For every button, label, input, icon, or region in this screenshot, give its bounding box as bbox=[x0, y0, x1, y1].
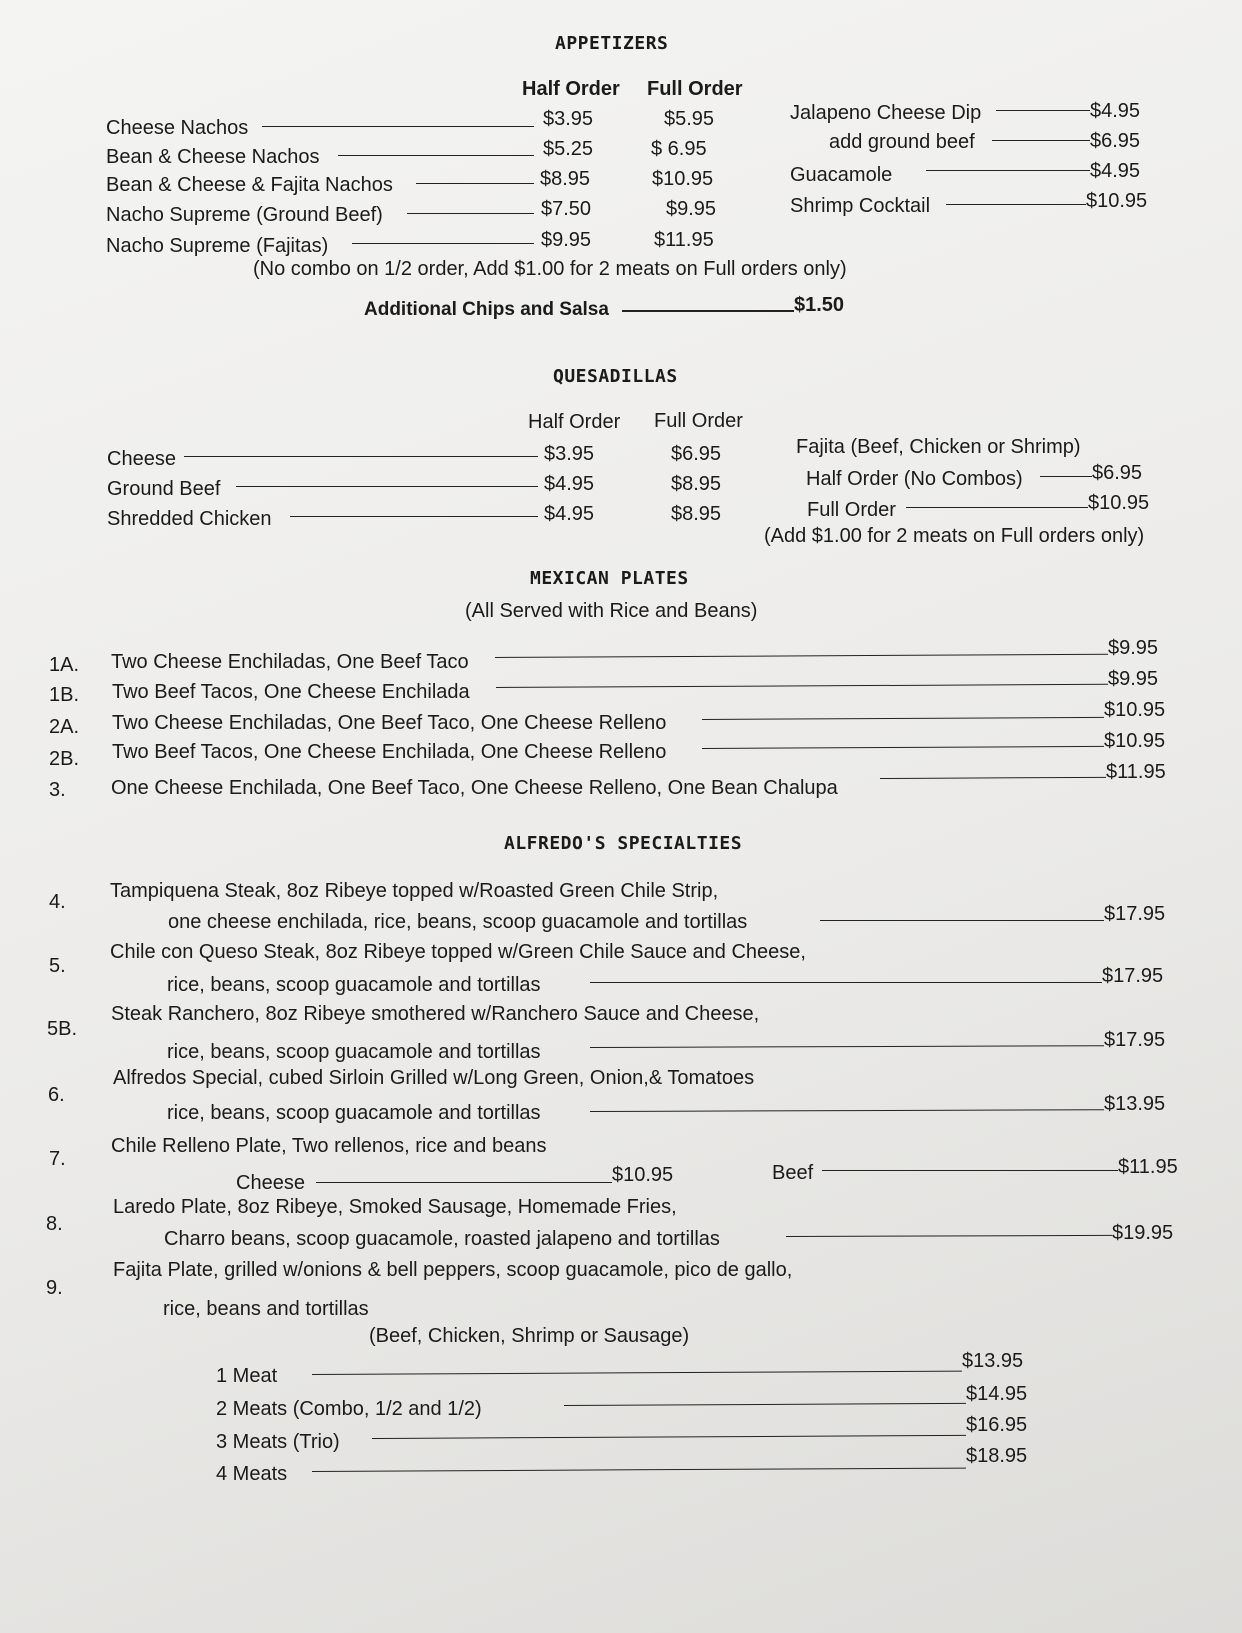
quesadillas-col-half: Half Order bbox=[528, 411, 621, 433]
leader-line bbox=[312, 1468, 966, 1472]
specialty-number: 5. bbox=[49, 955, 66, 977]
leader-line bbox=[906, 507, 1088, 508]
appetizer-half-price: $7.50 bbox=[541, 198, 592, 220]
fajita-quesadilla-title: Fajita (Beef, Chicken or Shrimp) bbox=[796, 436, 1081, 458]
plates-title: MEXICAN PLATES bbox=[530, 568, 689, 589]
plates-subtitle: (All Served with Rice and Beans) bbox=[465, 600, 758, 622]
leader-line bbox=[992, 140, 1090, 141]
fajita-half-price: $6.95 bbox=[1092, 462, 1143, 484]
appetizer-full-price: $ 6.95 bbox=[651, 138, 707, 160]
side-item-price: $4.95 bbox=[1090, 160, 1141, 182]
quesadilla-half-price: $3.95 bbox=[544, 443, 595, 465]
quesadilla-name: Cheese bbox=[107, 448, 176, 470]
leader-line bbox=[372, 1435, 966, 1439]
fajita-option-price: $18.95 bbox=[966, 1445, 1028, 1467]
appetizer-half-price: $3.95 bbox=[543, 108, 594, 130]
leader-line bbox=[564, 1403, 966, 1406]
fajita-full-label: Full Order bbox=[807, 499, 896, 521]
appetizers-col-half: Half Order bbox=[522, 78, 620, 100]
side-item-price: $6.95 bbox=[1090, 130, 1141, 152]
side-item-price: $4.95 bbox=[1090, 100, 1141, 122]
specialty-price: $13.95 bbox=[1104, 1093, 1166, 1115]
leader-line bbox=[407, 213, 534, 214]
plate-number: 1B. bbox=[49, 684, 80, 706]
quesadilla-name: Shredded Chicken bbox=[107, 508, 272, 530]
leader-line bbox=[822, 1170, 1118, 1171]
leader-line bbox=[352, 243, 534, 244]
plate-description: One Cheese Enchilada, One Beef Taco, One Cheese Relleno, One Bean Chalupa bbox=[111, 777, 838, 799]
appetizer-full-price: $9.95 bbox=[666, 198, 717, 220]
leader-line bbox=[786, 1235, 1112, 1237]
specialty-price: $17.95 bbox=[1104, 903, 1166, 925]
specialty-line2: Charro beans, scoop guacamole, roasted jalapeno and tortillas bbox=[164, 1228, 720, 1250]
specialty-line2: rice, beans, scoop guacamole and tortillas bbox=[167, 1041, 541, 1063]
plate-number: 2B. bbox=[49, 748, 80, 770]
specialty-price: $19.95 bbox=[1112, 1222, 1174, 1244]
plate-description: Two Cheese Enchiladas, One Beef Taco, One Cheese Relleno bbox=[112, 712, 667, 734]
leader-line bbox=[496, 684, 1108, 688]
plate-number: 1A. bbox=[49, 654, 80, 676]
plate-number: 2A. bbox=[49, 716, 80, 738]
plate-price: $10.95 bbox=[1104, 699, 1166, 721]
leader-line bbox=[262, 126, 534, 127]
specialty-line2: rice, beans, scoop guacamole and tortillas bbox=[167, 974, 541, 996]
appetizer-name: Nacho Supreme (Fajitas) bbox=[106, 235, 329, 257]
specialty-line1: Chile con Queso Steak, 8oz Ribeye topped w/Green Chile Sauce and Cheese, bbox=[110, 941, 806, 963]
appetizer-full-price: $11.95 bbox=[654, 229, 714, 251]
specialty-number: 9. bbox=[46, 1277, 63, 1299]
leader-line bbox=[590, 982, 1102, 983]
relleno-cheese-label: Cheese bbox=[236, 1172, 305, 1194]
plate-number: 3. bbox=[49, 779, 66, 801]
chips-price: $1.50 bbox=[794, 294, 845, 316]
quesadilla-full-price: $8.95 bbox=[671, 503, 722, 525]
specialty-number: 4. bbox=[49, 891, 66, 913]
specialty-line1: Steak Ranchero, 8oz Ribeye smothered w/Ranchero Sauce and Cheese, bbox=[111, 1003, 760, 1025]
quesadilla-full-price: $8.95 bbox=[671, 473, 722, 495]
leader-line bbox=[702, 717, 1104, 720]
leader-line bbox=[316, 1182, 612, 1183]
fajita-quesadilla-note: (Add $1.00 for 2 meats on Full orders only) bbox=[764, 525, 1145, 547]
fajita-option-label: 3 Meats (Trio) bbox=[216, 1431, 340, 1453]
leader-line bbox=[590, 1045, 1104, 1048]
specialty-number: 7. bbox=[49, 1148, 66, 1170]
specialty-price: $17.95 bbox=[1104, 1029, 1166, 1051]
fajita-option-label: 2 Meats (Combo, 1/2 and 1/2) bbox=[216, 1398, 482, 1420]
plate-price: $9.95 bbox=[1108, 668, 1159, 690]
leader-line bbox=[1040, 476, 1092, 477]
plate-description: Two Beef Tacos, One Cheese Enchilada, One Cheese Relleno bbox=[112, 741, 667, 763]
specialty-number: 5B. bbox=[47, 1018, 78, 1040]
leader-line bbox=[184, 456, 538, 457]
specialty-line1: Fajita Plate, grilled w/onions & bell peppers, scoop guacamole, pico de gallo, bbox=[113, 1259, 793, 1281]
fajita-option-price: $13.95 bbox=[962, 1350, 1024, 1372]
quesadillas-title: QUESADILLAS bbox=[553, 366, 678, 387]
quesadilla-half-price: $4.95 bbox=[544, 503, 595, 525]
plate-description: Two Cheese Enchiladas, One Beef Taco bbox=[111, 651, 469, 673]
appetizers-col-full: Full Order bbox=[647, 78, 743, 100]
appetizer-half-price: $5.25 bbox=[543, 138, 594, 160]
leader-line bbox=[622, 310, 794, 312]
plate-price: $9.95 bbox=[1108, 637, 1159, 659]
quesadilla-half-price: $4.95 bbox=[544, 473, 595, 495]
fajita-option-label: 4 Meats bbox=[216, 1463, 288, 1485]
side-item-name: Jalapeno Cheese Dip bbox=[790, 102, 982, 124]
specialty-line1: Laredo Plate, 8oz Ribeye, Smoked Sausage, Homemade Fries, bbox=[113, 1196, 677, 1218]
appetizers-note: (No combo on 1/2 order, Add $1.00 for 2 meats on Full orders only) bbox=[253, 258, 847, 280]
fajita-full-price: $10.95 bbox=[1088, 492, 1150, 514]
specialty-line1: Alfredos Special, cubed Sirloin Grilled w/Long Green, Onion,& Tomatoes bbox=[113, 1067, 755, 1089]
appetizer-full-price: $5.95 bbox=[664, 108, 715, 130]
side-item-name: Shrimp Cocktail bbox=[790, 195, 931, 217]
leader-line bbox=[590, 1109, 1104, 1112]
plate-description: Two Beef Tacos, One Cheese Enchilada bbox=[112, 681, 470, 703]
leader-line bbox=[290, 516, 538, 517]
specialty-line2: rice, beans and tortillas bbox=[163, 1298, 369, 1320]
appetizer-half-price: $9.95 bbox=[541, 229, 592, 251]
chips-label: Additional Chips and Salsa bbox=[364, 299, 609, 320]
appetizer-name: Bean & Cheese & Fajita Nachos bbox=[106, 174, 393, 196]
fajita-half-label: Half Order (No Combos) bbox=[806, 468, 1023, 490]
leader-line bbox=[996, 110, 1090, 111]
leader-line bbox=[495, 654, 1108, 658]
appetizers-title: APPETIZERS bbox=[555, 33, 669, 54]
quesadilla-name: Ground Beef bbox=[107, 478, 221, 500]
leader-line bbox=[946, 204, 1086, 205]
leader-line bbox=[926, 170, 1090, 171]
quesadilla-full-price: $6.95 bbox=[671, 443, 722, 465]
specialty-line1: Tampiquena Steak, 8oz Ribeye topped w/Roasted Green Chile Strip, bbox=[110, 880, 719, 902]
leader-line bbox=[338, 155, 534, 156]
relleno-cheese-price: $10.95 bbox=[612, 1164, 674, 1186]
appetizer-name: Bean & Cheese Nachos bbox=[106, 146, 320, 168]
leader-line bbox=[236, 486, 538, 487]
fajita-option-label: 1 Meat bbox=[216, 1365, 278, 1387]
specialty-line2: rice, beans, scoop guacamole and tortillas bbox=[167, 1102, 541, 1124]
leader-line bbox=[416, 183, 534, 184]
fajita-option-price: $16.95 bbox=[966, 1414, 1028, 1436]
plate-price: $10.95 bbox=[1104, 730, 1166, 752]
appetizer-name: Nacho Supreme (Ground Beef) bbox=[106, 204, 383, 226]
quesadillas-col-full: Full Order bbox=[654, 410, 743, 432]
leader-line bbox=[702, 746, 1104, 749]
specialty-line2: one cheese enchilada, rice, beans, scoop guacamole and tortillas bbox=[168, 911, 748, 933]
specialty-number: 8. bbox=[46, 1213, 63, 1235]
appetizer-name: Cheese Nachos bbox=[106, 117, 249, 139]
specialty-number: 6. bbox=[48, 1084, 65, 1106]
side-item-name: add ground beef bbox=[829, 131, 975, 153]
specialties-title: ALFREDO'S SPECIALTIES bbox=[504, 833, 743, 854]
leader-line bbox=[880, 777, 1106, 779]
relleno-beef-label: Beef bbox=[772, 1162, 814, 1184]
plate-price: $11.95 bbox=[1106, 761, 1166, 783]
side-item-name: Guacamole bbox=[790, 164, 893, 186]
fajita-meats-note: (Beef, Chicken, Shrimp or Sausage) bbox=[369, 1325, 690, 1347]
leader-line bbox=[820, 920, 1104, 921]
specialty-price: $17.95 bbox=[1102, 965, 1164, 987]
appetizer-full-price: $10.95 bbox=[652, 168, 714, 190]
fajita-option-price: $14.95 bbox=[966, 1383, 1028, 1405]
side-item-price: $10.95 bbox=[1086, 190, 1148, 212]
relleno-beef-price: $11.95 bbox=[1118, 1156, 1178, 1178]
specialty-line1: Chile Relleno Plate, Two rellenos, rice and beans bbox=[111, 1135, 547, 1157]
appetizer-half-price: $8.95 bbox=[540, 168, 591, 190]
leader-line bbox=[312, 1371, 962, 1375]
